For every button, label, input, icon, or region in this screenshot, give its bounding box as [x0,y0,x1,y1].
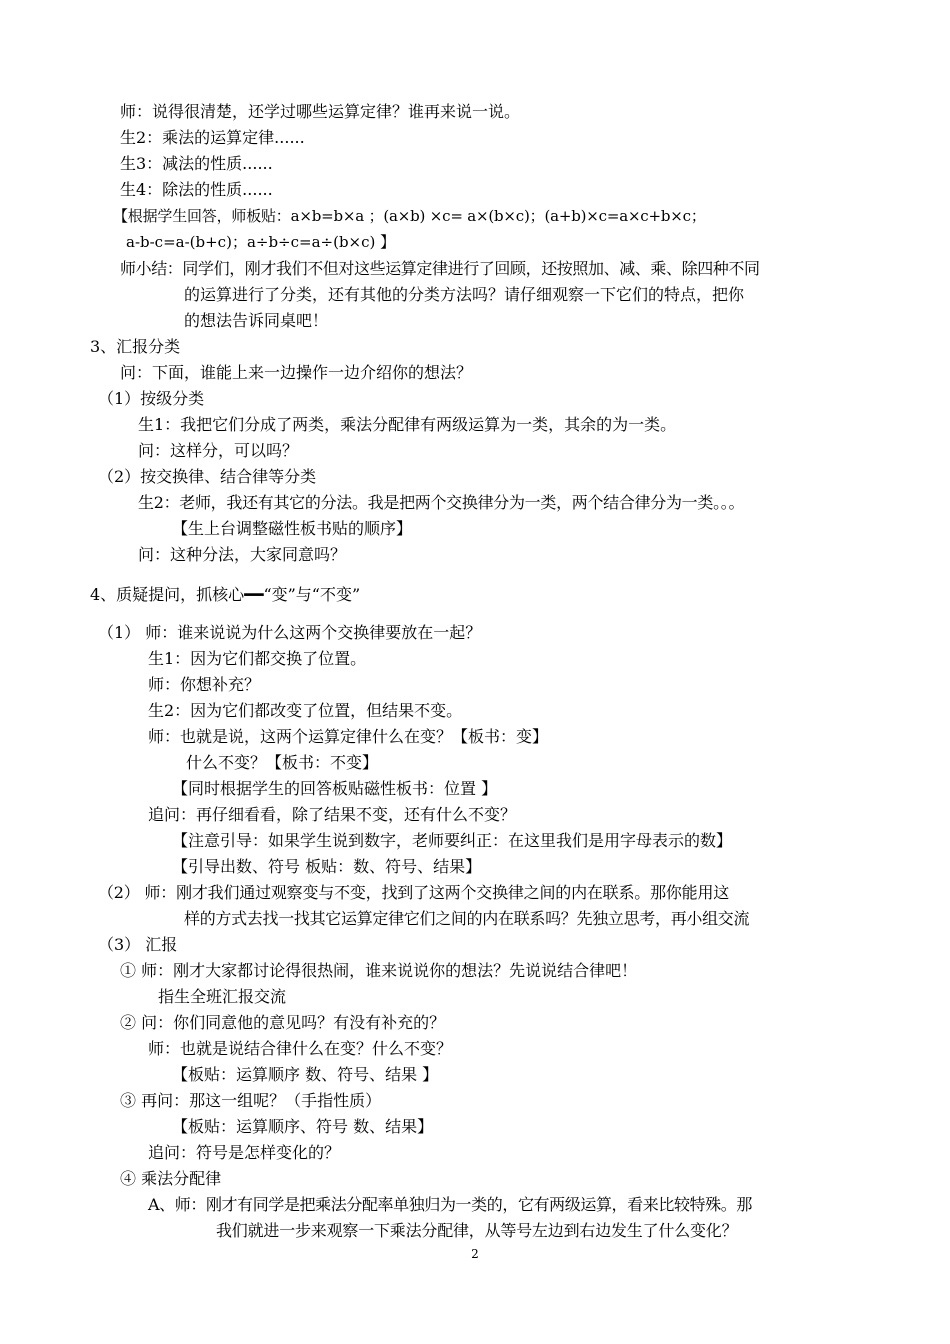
text-line: 生3：减法的性质...... [120,154,273,173]
text-line: 【板贴：运算顺序 数、符号、结果 】 [172,1065,439,1084]
text-line: ④ 乘法分配律 [120,1169,222,1188]
text-line: 【引导出数、符号 板贴：数、符号、结果】 [172,857,482,876]
section-heading: 3、汇报分类 [90,337,181,356]
text-line: 样的方式去找一找其它运算定律它们之间的内在联系吗？先独立思考，再小组交流 [184,909,750,928]
text-line: 【生上台调整磁性板书贴的顺序】 [172,519,413,538]
text-line: 【同时根据学生的回答板贴磁性板书：位置 】 [172,779,498,798]
text-line: 师：也就是说结合律什么在变？什么不变？ [148,1039,453,1058]
text-line: 问：下面，谁能上来一边操作一边介绍你的想法？ [120,363,473,382]
page-number: 2 [471,1247,479,1261]
text-line: ③ 再问：那这一组呢？（手指性质） [120,1091,382,1110]
text-line: 生4：除法的性质...... [120,180,273,199]
text-line: 指生全班汇报交流 [158,987,287,1006]
text-line: 师：也就是说，这两个运算定律什么在变？【板书：变】 [148,727,549,746]
text-line: 生1：因为它们都交换了位置。 [148,649,367,668]
text-line: 师：说得很清楚，还学过哪些运算定律？谁再来说一说。 [120,102,521,121]
text-line: 【板贴：运算顺序、符号 数、结果】 [172,1117,434,1136]
text-line: 的运算进行了分类，还有其他的分类方法吗？请仔细观察一下它们的特点，把你 [184,285,745,304]
text-line: （2）按交换律、结合律等分类 [98,467,317,486]
text-line: 追问：再仔细看看，除了结果不变，还有什么不变？ [148,805,517,824]
text-line: 师小结：同学们，刚才我们不但对这些运算定律进行了回顾，还按照加、减、乘、除四种不同 [120,259,760,278]
text-line: （1） 师：谁来说说为什么这两个交换律要放在一起？ [98,623,482,642]
text-line: 生2：老师，我还有其它的分法。我是把两个交换律分为一类，两个结合律分为一类。。。 [138,493,745,512]
text-line: （3） 汇报 [98,935,178,954]
text-line: 的想法告诉同桌吧！ [184,311,329,330]
text-line: ② 问：你们同意他的意见吗？有没有补充的？ [120,1013,446,1032]
text-line: 追问：符号是怎样变化的？ [148,1143,341,1162]
section-heading: 4、质疑提问，抓核心━━“变”与“不变” [90,585,361,604]
text-line: （2） 师：刚才我们通过观察变与不变，找到了这两个交换律之间的内在联系。那你能用这 [98,883,730,902]
text-line: 生2：因为它们都改变了位置，但结果不变。 [148,701,463,720]
text-line: 生1：我把它们分成了两类，乘法分配律有两级运算为一类，其余的为一类。 [138,415,677,434]
text-line: 问：这种分法，大家同意吗？ [138,545,347,564]
text-line: A、师：刚才有同学是把乘法分配率单独归为一类的，它有两级运算，看来比较特殊。那 [148,1195,752,1214]
text-line: ① 师：刚才大家都讨论得很热闹，谁来说说你的想法？先说说结合律吧！ [120,961,638,980]
text-line: 生2：乘法的运算定律...... [120,128,305,147]
text-line: （1）按级分类 [98,389,205,408]
text-line: 【根据学生回答，师板贴：a×b=b×a ；(a×b) ×c= a×(b×c)；(a+b)×c=a×c+b×c； [113,207,706,225]
text-line: a-b-c=a-(b+c)；a÷b÷c=a÷(b×c) 】 [126,233,396,251]
text-line: 师：你想补充？ [148,675,261,694]
text-line: 【注意引导：如果学生说到数字，老师要纠正：在这里我们是用字母表示的数】 [172,831,733,850]
text-line: 问：这样分，可以吗？ [138,441,299,460]
text-line: 什么不变？【板书：不变】 [186,753,379,772]
text-line: 我们就进一步来观察一下乘法分配律，从等号左边到右边发生了什么变化？ [216,1221,738,1240]
